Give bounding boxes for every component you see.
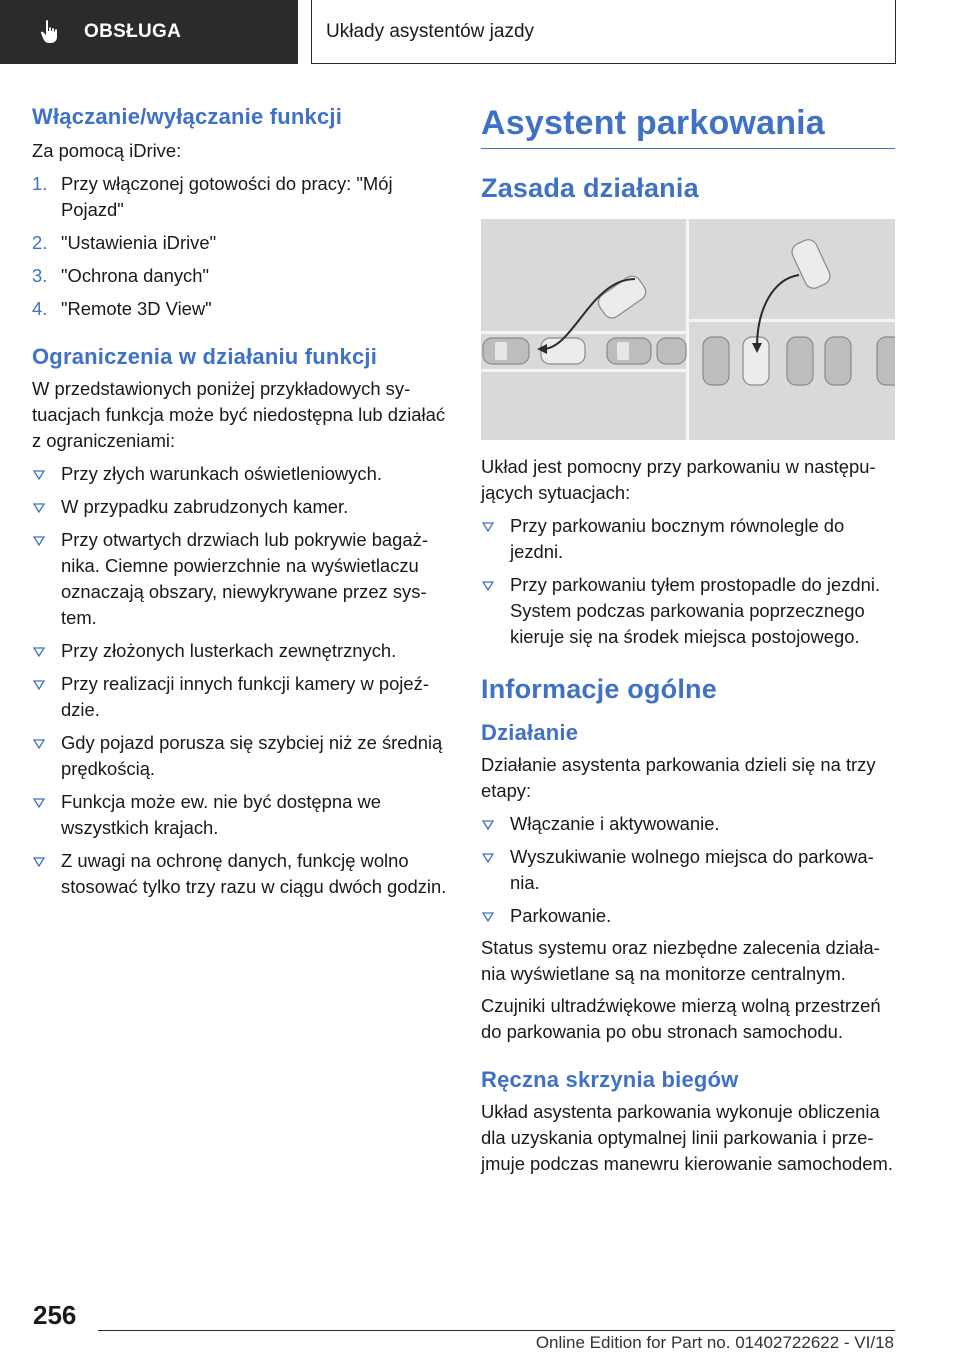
section-label: OBSŁUGA: [84, 21, 182, 42]
manual-gearbox-heading: Ręczna skrzynia biegów: [481, 1067, 739, 1092]
bullet-triangle-icon: [33, 536, 45, 546]
list-item: Z uwagi na ochronę danych, funkcję wolno stosować tylko trzy razu w ciągu dwóch godzin.: [32, 848, 448, 900]
bullet-triangle-icon: [33, 798, 45, 808]
list-item: 1. Przy włączonej gotowości do pracy: "Mój Pojazd": [32, 173, 393, 220]
bullet-triangle-icon: [33, 647, 45, 657]
parking-illustration: [481, 219, 895, 440]
operation-paragraph-sensors: Czujniki ultradźwiękowe mierzą wolną przestrzeń do parkowania po obu stronach samochodu.: [481, 995, 881, 1042]
edition-note: Online Edition for Part no. 01402722622 - VI/18: [535, 1333, 894, 1352]
list-item: Przy parkowaniu bocznym równolegle do jezdni.: [481, 513, 895, 565]
list-item: 2. "Ustawienia iDrive": [32, 232, 217, 253]
bullet-triangle-icon: [33, 503, 45, 513]
list-item: Przy złożonych lusterkach zewnętrznych.: [32, 638, 448, 664]
bullet-triangle-icon: [33, 470, 45, 480]
bullet-triangle-icon: [33, 857, 45, 867]
general-heading: Informacje ogólne: [481, 674, 717, 704]
list-item: 3. "Ochrona danych": [32, 265, 210, 286]
list-item: Funkcja może ew. nie być dostępna we wszystkich krajach.: [32, 789, 448, 841]
bullet-triangle-icon: [482, 912, 494, 922]
bullet-triangle-icon: [482, 581, 494, 591]
bullet-triangle-icon: [33, 680, 45, 690]
toggle-heading: Włączanie/wyłączanie funkcji: [32, 104, 343, 129]
principle-heading: Zasada działania: [481, 173, 699, 203]
bullet-triangle-icon: [482, 853, 494, 863]
limits-intro: W przedstawionych poniżej przykładowych sytuacjach funkcja może być niedostępna lub działać z ograniczeniami:: [32, 378, 446, 451]
list-item: Przy złych warunkach oświetleniowych.: [32, 461, 448, 487]
right-column: [481, 102, 895, 1177]
list-item: Wyszukiwanie wolnego miejsca do parkowania.: [481, 844, 895, 896]
operation-paragraph-status: Status systemu oraz niezbędne zalecenia działania wyświetlane są na monitorze centralnym.: [481, 937, 880, 984]
operation-list: [481, 811, 895, 929]
manual-gearbox-paragraph: Układ asystenta parkowania wykonuje obliczenia dla uzyskania optymalnej linii parkowania i przejmuje podczas manewru kierowanie samochodem.: [481, 1101, 893, 1174]
page-number: 256: [33, 1300, 77, 1330]
limits-list: [32, 461, 448, 900]
limits-heading: Ograniczenia w działaniu funkcji: [32, 344, 378, 369]
list-item: W przypadku zabrudzonych kamer.: [32, 494, 448, 520]
principle-list: [481, 513, 895, 650]
hand-pointer-icon: [40, 19, 62, 45]
list-item: Parkowanie.: [481, 903, 895, 929]
footer-divider: [98, 1330, 895, 1331]
chapter-title: Układy asystentów jazdy: [311, 0, 896, 64]
bullet-triangle-icon: [482, 522, 494, 532]
toggle-intro: Za pomocą iDrive:: [32, 140, 182, 161]
principle-intro: Układ jest pomocny przy parkowaniu w następujących sytuacjach:: [481, 456, 876, 503]
page-title: Asystent parkowania: [481, 102, 895, 149]
bullet-triangle-icon: [33, 739, 45, 749]
toggle-steps: [32, 171, 448, 322]
left-column: [32, 102, 448, 900]
list-item: 4. "Remote 3D View": [32, 298, 212, 319]
list-item: Włączanie i aktywowanie.: [481, 811, 895, 837]
list-item: Przy parkowaniu tyłem prostopadle do jezdni. System podczas parkowania poprzecznego kieruje się na środek miejsca postojowego.: [481, 572, 895, 650]
section-tab[interactable]: [0, 0, 298, 64]
list-item: Gdy pojazd porusza się szybciej niż ze średnią prędkością.: [32, 730, 448, 782]
operation-heading: Działanie: [481, 720, 579, 745]
operation-intro: Działanie asystenta parkowania dzieli się na trzy etapy:: [481, 754, 876, 801]
bullet-triangle-icon: [482, 820, 494, 830]
list-item: Przy otwartych drzwiach lub pokrywie bagażnika. Ciemne powierzchnie na wyświetlaczu oznaczają obszary, niewykrywane przez system.: [32, 527, 448, 631]
list-item: Przy realizacji innych funkcji kamery w pojeździe.: [32, 671, 448, 723]
